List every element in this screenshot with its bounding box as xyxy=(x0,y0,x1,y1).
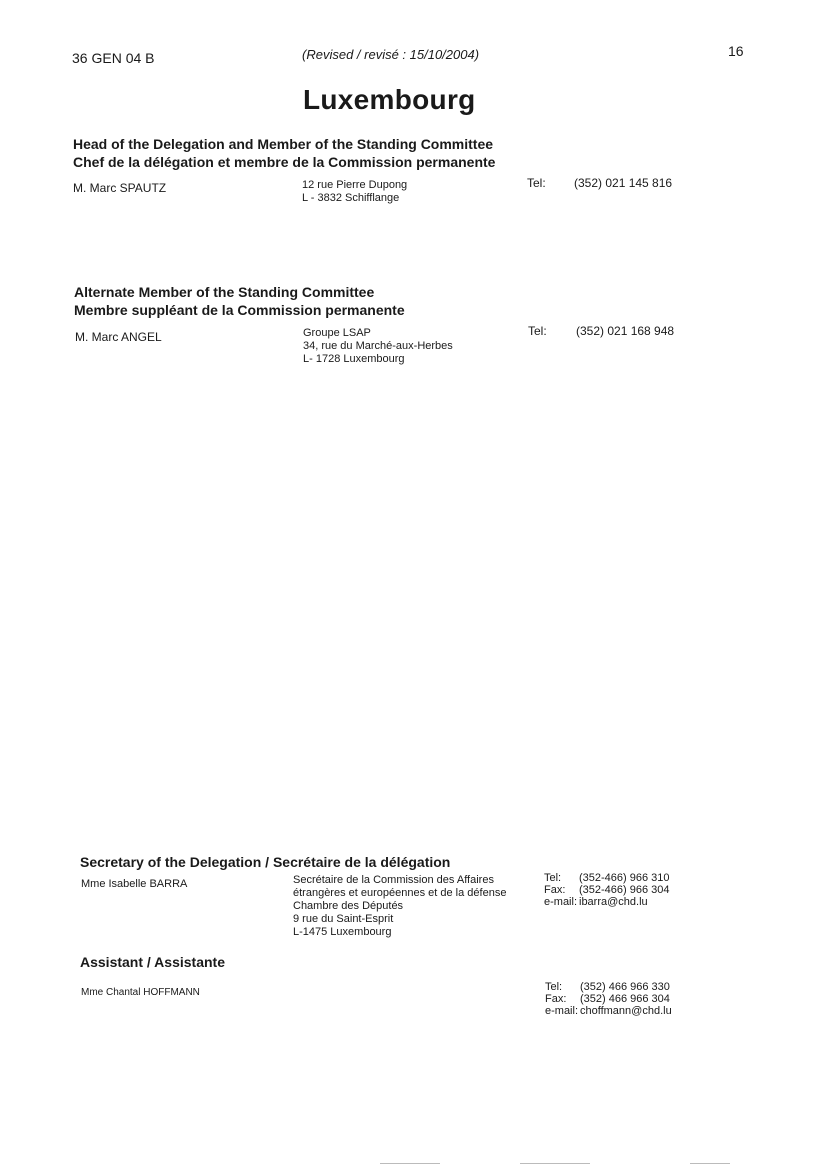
assistant-heading: Assistant / Assistante xyxy=(80,954,225,970)
address-line: L- 1728 Luxembourg xyxy=(303,353,405,365)
address-line: étrangères et européennes et de la défense xyxy=(293,887,507,899)
secretary-contacts xyxy=(544,872,670,908)
alternate-heading-en: Alternate Member of the Standing Committee xyxy=(74,284,375,300)
address-line: Secrétaire de la Commission des Affaires xyxy=(293,874,494,886)
head-name: M. Marc SPAUTZ xyxy=(73,181,167,195)
contact-value: (352-466) 966 310 xyxy=(579,872,670,884)
scan-artifact xyxy=(380,1163,440,1164)
assistant-contacts xyxy=(545,981,672,1017)
alternate-tel-label: Tel: xyxy=(528,324,547,338)
address-line: Groupe LSAP xyxy=(303,327,371,339)
alternate-name: M. Marc ANGEL xyxy=(75,330,162,344)
contact-label: Tel: xyxy=(545,981,563,993)
secretary-name: Mme Isabelle BARRA xyxy=(81,878,188,890)
head-address xyxy=(302,179,407,205)
head-heading-fr: Chef de la délégation et membre de la Commission permanente xyxy=(73,154,496,170)
contact-label: e-mail: xyxy=(544,896,578,908)
address-line: L-1475 Luxembourg xyxy=(293,926,392,938)
contact-row xyxy=(545,981,672,993)
scan-artifact xyxy=(520,1163,590,1164)
head-tel-label: Tel: xyxy=(527,176,546,190)
contact-row xyxy=(545,1005,672,1017)
head-tel-value: (352) 021 145 816 xyxy=(574,176,673,190)
document-code: 36 GEN 04 B xyxy=(72,50,155,66)
secretary-heading: Secretary of the Delegation / Secrétaire de la délégation xyxy=(80,854,451,870)
address-line: 9 rue du Saint-Esprit xyxy=(293,913,394,925)
scan-artifact xyxy=(690,1163,730,1164)
address-line: 34, rue du Marché-aux-Herbes xyxy=(303,340,453,352)
head-section-heading xyxy=(73,135,495,171)
contact-row xyxy=(544,884,670,896)
alternate-section-heading xyxy=(74,283,405,319)
contact-label: e-mail: xyxy=(545,1005,579,1017)
page-number: 16 xyxy=(728,43,744,59)
contact-row xyxy=(544,872,670,884)
contact-label: Tel: xyxy=(544,872,562,884)
alternate-address xyxy=(303,327,453,366)
secretary-address xyxy=(293,874,506,939)
assistant-name: Mme Chantal HOFFMANN xyxy=(81,987,200,998)
address-line: Chambre des Députés xyxy=(293,900,404,912)
contact-value: (352-466) 966 304 xyxy=(579,884,670,896)
country-title: Luxembourg xyxy=(303,84,476,115)
contact-label: Fax: xyxy=(544,884,566,896)
contact-value: (352) 466 966 330 xyxy=(580,981,670,993)
contact-value: choffmann@chd.lu xyxy=(580,1005,672,1017)
head-heading-en: Head of the Delegation and Member of the Standing Committee xyxy=(73,136,494,152)
contact-label: Fax: xyxy=(545,993,567,1005)
alternate-heading-fr: Membre suppléant de la Commission permanente xyxy=(74,302,405,318)
contact-value: ibarra@chd.lu xyxy=(579,896,648,908)
alternate-tel-value: (352) 021 168 948 xyxy=(576,324,675,338)
revision-note: (Revised / revisé : 15/10/2004) xyxy=(302,47,480,62)
contact-value: (352) 466 966 304 xyxy=(580,993,670,1005)
contact-row xyxy=(545,993,672,1005)
address-line: 12 rue Pierre Dupong xyxy=(302,179,408,191)
contact-row xyxy=(544,896,670,908)
address-line: L - 3832 Schifflange xyxy=(302,192,400,204)
